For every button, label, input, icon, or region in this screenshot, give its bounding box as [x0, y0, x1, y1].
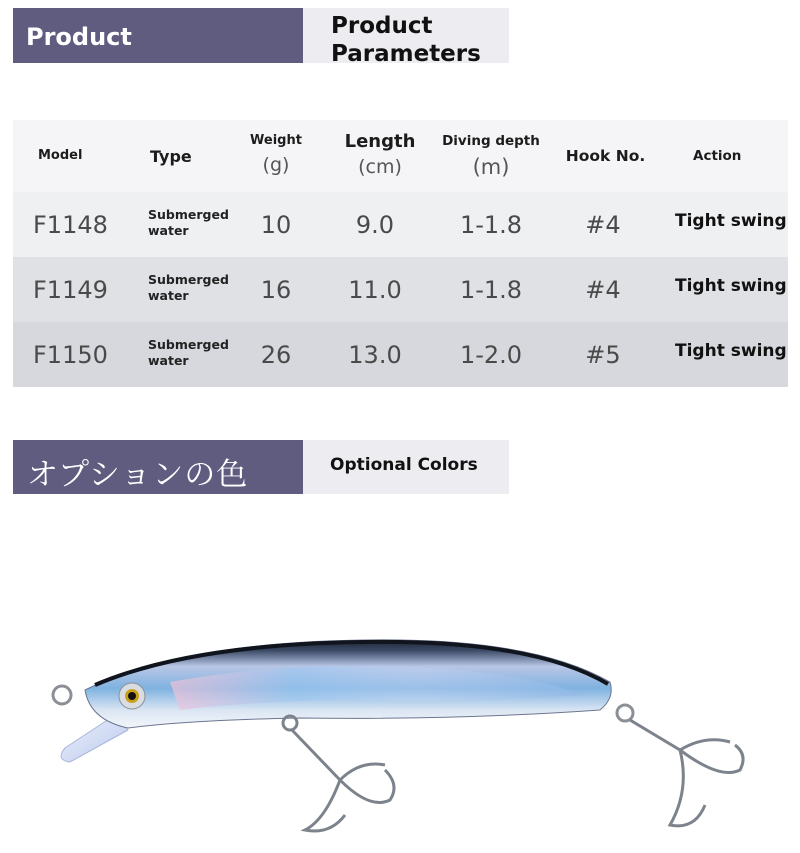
- header-length: [335, 131, 425, 178]
- lure-eye-pupil: [128, 692, 136, 700]
- cell-length: 11.0: [348, 276, 402, 304]
- belly-treble-hook: [283, 716, 394, 831]
- product-parameters-title-line1: Product: [331, 13, 433, 39]
- product-parameters-header: [303, 8, 509, 67]
- table-row: [13, 257, 788, 322]
- header-type: Type: [150, 147, 192, 166]
- tail-split-ring: [617, 705, 633, 721]
- cell-action: Tight swing: [675, 211, 787, 231]
- cell-type-line2: water: [148, 288, 189, 303]
- nose-split-ring: [53, 686, 71, 704]
- header-weight-unit: (g): [262, 154, 290, 176]
- cell-action: Tight swing: [675, 276, 787, 296]
- tail-treble-hook: [630, 720, 743, 826]
- header-model: Model: [38, 148, 83, 163]
- header-hook-no: Hook No.: [565, 147, 646, 165]
- header-depth-label: Diving depth: [442, 133, 540, 149]
- cell-depth: 1-1.8: [459, 211, 523, 239]
- cell-model: F1150: [33, 341, 108, 369]
- table-row: [13, 192, 788, 257]
- header-action: Action: [693, 148, 742, 164]
- header-weight-label: Weight: [250, 133, 302, 148]
- optional-colors-header: [303, 440, 509, 494]
- optional-colors-jp-title: オプションの色: [27, 457, 249, 493]
- product-header-dark: [13, 8, 303, 63]
- cell-type: [148, 207, 229, 239]
- header-length-label: Length: [344, 131, 416, 152]
- table-row: [13, 322, 788, 387]
- cell-model: F1149: [33, 276, 108, 304]
- header-diving-depth: [431, 133, 551, 179]
- cell-model: F1148: [33, 211, 108, 239]
- header-length-unit: (cm): [358, 156, 402, 178]
- fishing-lure-image: [40, 620, 760, 845]
- product-header-title: Product: [26, 23, 132, 51]
- cell-type: [148, 272, 229, 304]
- cell-depth: 1-2.0: [459, 341, 523, 369]
- optional-colors-title: Optional Colors: [330, 455, 478, 475]
- cell-type-line2: water: [148, 353, 189, 368]
- cell-type-line2: water: [148, 223, 189, 238]
- cell-weight: 26: [260, 341, 292, 369]
- cell-type-line1: Submerged: [148, 207, 229, 222]
- cell-weight: 10: [260, 211, 292, 239]
- cell-hook: #5: [585, 341, 621, 369]
- cell-action: Tight swing: [675, 341, 787, 361]
- cell-hook: #4: [585, 276, 621, 304]
- cell-depth: 1-1.8: [459, 276, 523, 304]
- cell-type-line1: Submerged: [148, 337, 229, 352]
- cell-type: [148, 337, 229, 369]
- cell-type-line1: Submerged: [148, 272, 229, 287]
- header-weight: [241, 133, 311, 176]
- header-depth-unit: (m): [472, 155, 510, 179]
- cell-length: 13.0: [348, 341, 402, 369]
- product-parameters-title-line2: Parameters: [331, 41, 481, 67]
- cell-weight: 16: [260, 276, 292, 304]
- cell-hook: #4: [585, 211, 621, 239]
- product-parameters-title: [331, 12, 481, 68]
- cell-length: 9.0: [355, 211, 395, 239]
- table-header-row: [13, 120, 788, 192]
- optional-colors-header-dark: [13, 440, 303, 494]
